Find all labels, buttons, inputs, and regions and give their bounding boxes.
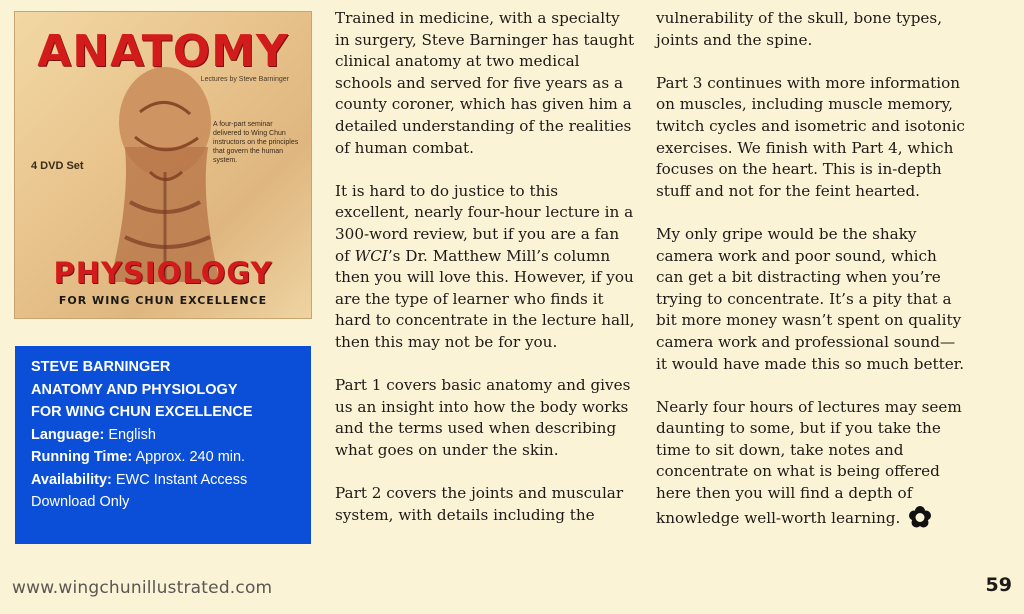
product-info-box [15, 346, 311, 544]
footer-url: www.wingchunillustrated.com [12, 578, 273, 598]
article-column-1 [335, 8, 635, 548]
language-label: Language: [31, 426, 105, 443]
info-headline-2: ANATOMY AND PHYSIOLOGY [31, 381, 238, 398]
column-2-paragraph-4-text: Nearly four hours of lectures may seem daunting to some, but if you take the time to sit down, take notes and concentrate on what is being offered here then you will find a depth of knowledge well-worth learning. [656, 397, 962, 527]
flower-end-mark-icon [908, 505, 932, 529]
availability-value: EWC Instant Access [115, 471, 248, 488]
column-2-paragraph-1: vulnerability of the skull, bone types, joints and the spine. [656, 9, 943, 49]
magazine-name: WCI [354, 246, 388, 265]
page-number: 59 [985, 574, 1012, 596]
cover-title: ANATOMY [37, 26, 289, 77]
info-headline-3: FOR WING CHUN EXCELLENCE [31, 404, 253, 420]
language-value: English [108, 426, 156, 443]
anatomy-figure-icon [70, 52, 260, 282]
cover-lecturer: Lectures by Steve Barninger [200, 76, 289, 83]
dvd-cover [15, 12, 311, 318]
column-2-paragraph-3: My only gripe would be the shaky camera work and poor sound, which can get a bit distracting when you’re trying to concentrate. It’s a pity that a bit more money wasn’t spent on quality camera work and professional sound—it would have made this so much better. [656, 224, 965, 373]
info-availability [31, 469, 311, 492]
column-1-paragraph-2-b: ’s Dr. Matthew Mill’s column then you will love this. However, if you are the type of learner who finds it hard to concentrate in the lecture hall, then this may not be for you. [335, 246, 635, 351]
column-1-paragraph-2-a: It is hard to do justice to this excellent, nearly four-hour lecture in a 300-word review, but if you are a fan of [335, 181, 634, 265]
cover-subtitle: FOR WING CHUN EXCELLENCE [58, 294, 268, 307]
info-language [31, 424, 311, 447]
column-1-paragraph-3: Part 1 covers basic anatomy and gives us an insight into how the body works and the terms used when describing what goes on under the skin. [335, 376, 631, 459]
info-running-time [31, 446, 311, 469]
cover-blurb: A four-part seminar delivered to Wing Chun instructors on the principles that govern the human system. [213, 121, 299, 164]
column-1-paragraph-1: Trained in medicine, with a specialty in surgery, Steve Barninger has taught clinical anatomy at two medical schools and served for five years as a county coroner, which has given him a detailed understanding of the realities of human combat. [335, 9, 635, 157]
cover-dvd-set: 4 DVD Set [31, 160, 84, 172]
column-2-paragraph-4 [656, 397, 966, 530]
article-column-2 [656, 8, 966, 551]
column-1-paragraph-2 [335, 181, 635, 354]
running-time-label: Running Time: [31, 449, 133, 465]
info-headline-1: STEVE BARNINGER [31, 359, 171, 375]
running-time-value: Approx. 240 min. [135, 449, 246, 465]
column-2-paragraph-2: Part 3 continues with more information on muscles, including muscle memory, twitch cycles and isometric and isotonic exercises. We finish with Part 4, which focuses on the heart. This is in-depth stuff and not for the feint hearted. [656, 73, 965, 200]
availability-value-2: Download Only [31, 494, 130, 510]
column-1-paragraph-4: Part 2 covers the joints and muscular system, with details including the [335, 484, 624, 524]
cover-title-2: PHYSIOLOGY [53, 256, 273, 290]
availability-label: Availability: [31, 471, 112, 488]
